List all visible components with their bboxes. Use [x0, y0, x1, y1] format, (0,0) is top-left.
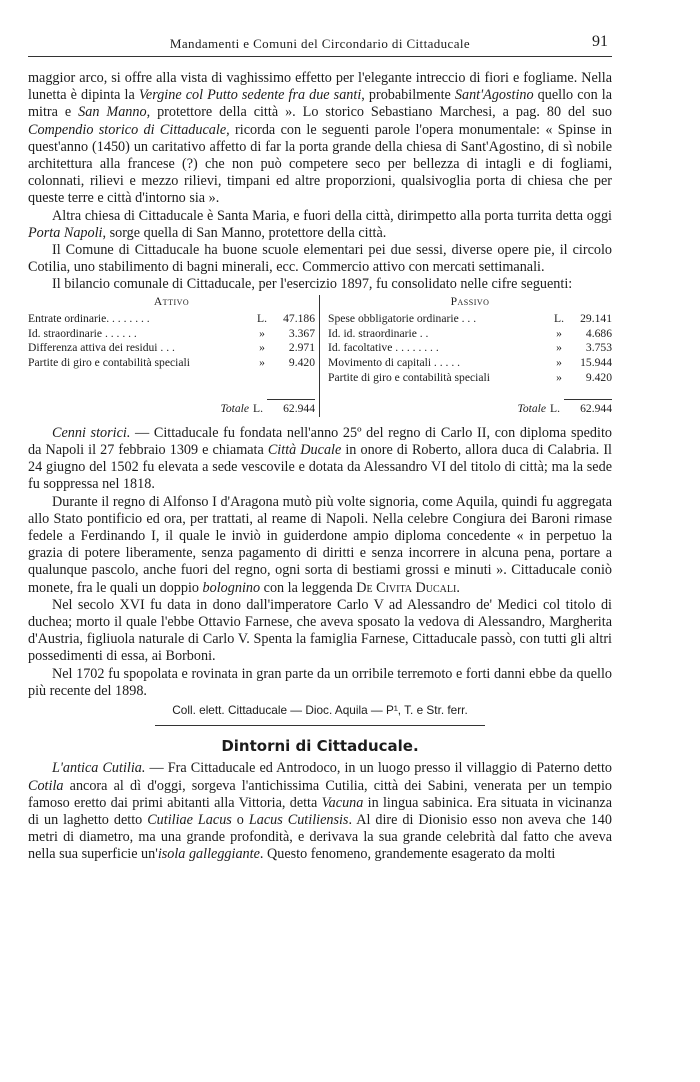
header-rule: [28, 56, 612, 57]
passivo-column: [320, 295, 612, 417]
paragraph: Il bilancio comunale di Cittaducale, per l'esercizio 1897, fu consolidato nelle cifre seguenti:: [52, 276, 573, 293]
colophon: Coll. elett. Cittaducale — Dioc. Aquila — P¹, T. e Str. ferr.: [172, 703, 468, 718]
budget-table: [28, 295, 612, 417]
table-row: Movimento di capitali . . . . . » 15.944: [328, 356, 612, 370]
paragraph: Altra chiesa di Cittaducale è Santa Maria, e fuori della città, dirimpetto alla porta turrita detta oggi Porta Napoli, sorge quella di San Manno, protettore della città.: [28, 207, 612, 241]
paragraph: Durante il regno di Alfonso I d'Aragona mutò più volte signoria, come Aquila, quindi fu aggregata allo Stato pontificio ed ora, per trattati, al reame di Napoli. Nella celebre Congiura dei Baroni rimase fedele a Ferdinando I, il quale le inviò in guiderdone ampio diploma concedente « in perpetuo la grazia di potere liberamente, senza pagamento di diritti e senza incorrere in alcuna pena, portare a qualunque pascolo, anche fuori del regno, ogni sorta di bestiami grossi e minuti ». Cittaducale coniò monete, fra le quali un doppio bolognino con la leggenda De Civita Ducali.: [28, 493, 612, 596]
attivo-heading: Attivo: [153, 294, 190, 308]
table-row: Id. straordinarie . . . . . . » 3.367: [28, 326, 315, 340]
table-row: Entrate ordinarie. . . . . . . . L. 47.186: [28, 312, 315, 326]
attivo-total: Totale L. 62.944: [28, 399, 315, 417]
table-row: Id. id. straordinarie . . » 4.686: [328, 326, 612, 340]
table-row: Differenza attiva dei residui . . . » 2.971: [28, 341, 315, 355]
section-title: Dintorni di Cittaducale.: [221, 737, 419, 756]
body-text: [28, 70, 612, 864]
passivo-total: Totale L. 62.944: [328, 399, 612, 417]
page-number: 91: [592, 33, 608, 50]
section-divider: [155, 725, 485, 726]
paragraph: L'antica Cutilia. — Fra Cittaducale ed Antrodoco, in un luogo presso il villaggio di Paterno detto Cotila ancora al dì d'oggi, sorgeva l'antichissima Cutilia, città dei Sabini, venerata per un tempio famoso eretto dai primi abitanti alla Vittoria, detta Vacuna in lingua sabinica. Era situata in vicinanza di un laghetto detto Cutiliae Lacus o Lacus Cutiliensis. Al dire di Dionisio esso non aveva che 140 metri di diametro, ma una grande profondità, e derivava la sua grande celebrità dal fatto che aveva nella sua superficie un'isola galleggiante. Questo fenomeno, grandemente esagerato da molti: [28, 760, 613, 863]
paragraph: Il Comune di Cittaducale ha buone scuole elementari pei due sessi, diverse opere pie, il circolo Cotilia, uno stabilimento di bagni minerali, ecc. Commercio attivo con mercati settimanali.: [28, 242, 612, 276]
table-row: Id. facoltative . . . . . . . . » 3.753: [328, 341, 612, 355]
running-title: Mandamenti e Comuni del Circondario di Cittaducale: [169, 36, 471, 51]
paragraph: Nel secolo XVI fu data in dono dall'imperatore Carlo V ad Alessandro de' Medici col titolo di duchea; morto il quale l'ebbe Ottavio Farnese, che aveva sposato la vedova di Alessandro, Margherita d'Austria, figliuola naturale di Carlo V. Spenta la famiglia Farnese, Cittaducale passò, con tutti gli altri possedimenti di essa, ai Borboni.: [28, 596, 612, 665]
passivo-heading: Passivo: [450, 294, 490, 308]
paragraph: Nel 1702 fu spopolata e rovinata in gran parte da un orribile terremoto e forti danni ebbe da quello più recente del 1898.: [28, 665, 612, 699]
table-row: Partite di giro e contabilità speciali » 9.420: [28, 356, 315, 370]
table-row: Spese obbligatorie ordinarie . . . L. 29.141: [328, 312, 612, 326]
paragraph: maggior arco, si offre alla vista di vaghissimo effetto per l'elegante intreccio di fiori e fogliame. Nella lunetta è dipinta la Vergine col Putto sedente fra due santi, probabilmente Sant'Agostino quello con la mitra e San Manno, protettore della città ». Lo storico Sebastiano Marchesi, a pag. 80 del suo Compendio storico di Cittaducale, ricorda con le seguenti parole l'opera monumentale: « Spinse in quest'anno (1450) un caritativo affetto di far la porta grande della chiesa di Sant'Agostino, di sì nobile architettura alla francese (?) che non può competere seco per bellezza di intagli e di fogliami, colonnati, rilievi e mezzo rilievi, timpani ed altre proporzioni, qualsivoglia porta di chiesa che per queste terre e città d'intorno sia ».: [28, 70, 613, 207]
attivo-column: [28, 295, 320, 417]
table-row: Partite di giro e contabilità speciali » 9.420: [328, 370, 612, 384]
paragraph: Cenni storici. — Cittaducale fu fondata nell'anno 25º del regno di Carlo II, con diploma spedito da Napoli il 27 febbraio 1309 e chiamata Città Ducale in onore di Roberto, allora duca di Calabria. Il 24 giugno del 1502 fu elevata a sede vescovile e dotata da Alessandro VI del titolo di città; ma la sede fu soppressa nel 1818.: [28, 424, 612, 493]
